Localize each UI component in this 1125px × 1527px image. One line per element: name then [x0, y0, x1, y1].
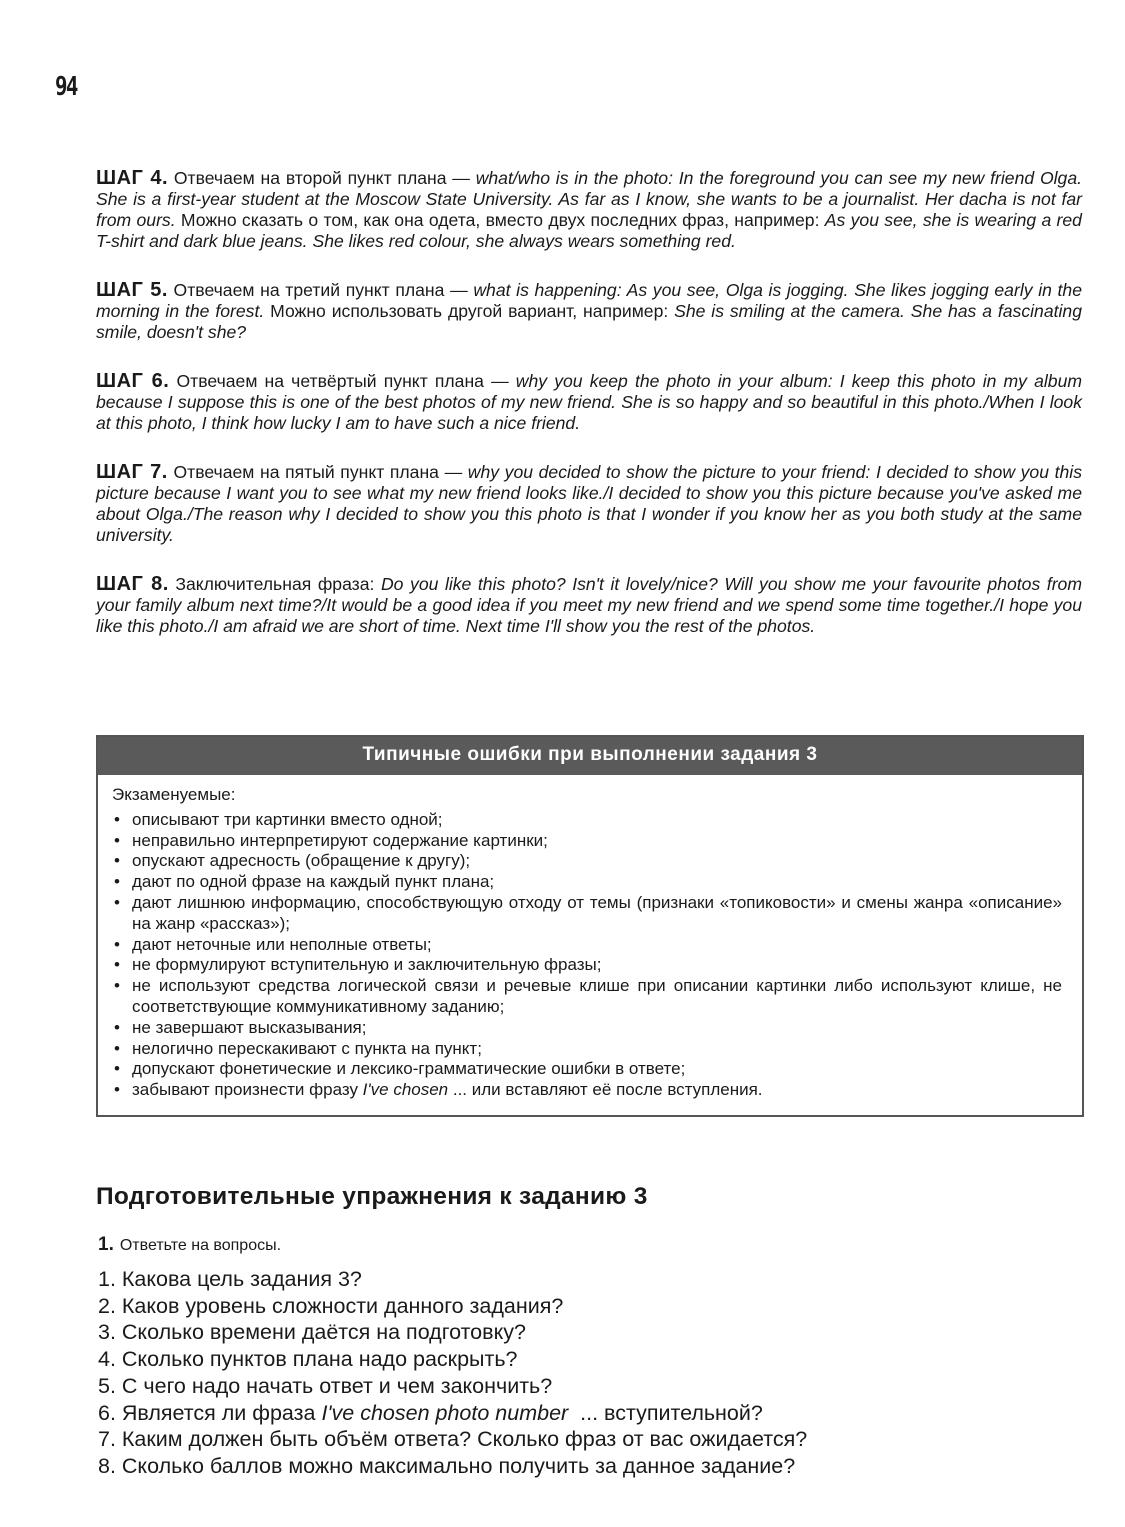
list-item: • дают лишнюю информацию, способствующую отходу от темы (признаки «топиковости» и смены жанра «описание» на жанр «рассказ»);: [114, 892, 1062, 933]
bullet-icon: •: [114, 1038, 120, 1058]
step-example: why you keep the photo in your album: I keep this photo in my album because I suppose this is one of the best photos of my new friend. She is so happy and so beautiful in this photo./When I look at this photo, I think how lucky I am to have such a nice friend.: [96, 370, 1083, 433]
question-item: 3. Сколько времени даётся на подготовку?: [98, 1320, 526, 1345]
typical-errors-intro: Экзаменуемые:: [112, 785, 236, 804]
step-label: ШАГ 4.: [96, 166, 169, 189]
task-instruction: [98, 1234, 281, 1256]
question-item: 1. Какова цель задания 3?: [98, 1267, 362, 1291]
section-title: Подготовительные упражнения к заданию 3: [96, 1183, 648, 1210]
bullet-icon: •: [114, 955, 120, 975]
question-item: 8. Сколько баллов можно максимально получить за данное задание?: [98, 1453, 796, 1478]
step-6: [96, 371, 1082, 434]
typical-errors-title: Типичные ошибки при выполнении задания 3: [98, 737, 1082, 775]
step-intro: Отвечаем на второй пункт плана —: [173, 167, 476, 188]
task-number: 1.: [98, 1234, 114, 1255]
step-4: [96, 168, 1082, 252]
step-label: ШАГ 5.: [96, 278, 168, 301]
bullet-icon: •: [114, 809, 120, 829]
list-item: • опускают адресность (обращение к другу);: [114, 851, 471, 871]
list-item: • описывают три картинки вместо одной;: [114, 809, 443, 829]
step-example: why you decided to show the picture to your friend: I decided to show you this picture because I want you to see what my new friend looks like./I decided to show you this picture because you've asked me about Olga./The reason why I decided to show you this photo is that I wonder if you know her as you both study at the same university.: [96, 461, 1082, 545]
bullet-icon: •: [114, 851, 120, 871]
step-intro: Отвечаем на пятый пункт плана —: [173, 461, 468, 482]
question-item: 4. Сколько пунктов плана надо раскрыть?: [98, 1347, 518, 1372]
bullet-icon: •: [114, 872, 120, 892]
question-item: 2. Каков уровень сложности данного задания?: [98, 1293, 564, 1318]
questions-list: [98, 1266, 807, 1480]
step-label: ШАГ 7.: [96, 460, 168, 483]
list-item: • не формулируют вступительную и заключительную фразы;: [114, 955, 602, 975]
list-item: • неправильно интерпретируют содержание картинки;: [114, 830, 548, 850]
bullet-icon: •: [114, 1059, 120, 1079]
step-intro: Заключительная фраза:: [175, 573, 381, 594]
list-item: • нелогично перескакивают с пункта на пункт;: [114, 1038, 482, 1058]
step-intro: Отвечаем на третий пункт плана —: [173, 279, 474, 300]
bullet-icon: •: [114, 1017, 120, 1037]
list-item: • дают неточные или неполные ответы;: [114, 934, 432, 954]
step-label: ШАГ 6.: [96, 369, 170, 392]
bullet-icon: •: [114, 1080, 120, 1100]
bullet-icon: •: [114, 976, 120, 996]
list-item: • дают по одной фразе на каждый пункт плана;: [114, 872, 495, 892]
task-text: Ответьте на вопросы.: [119, 1237, 282, 1254]
step-note: Можно использовать другой вариант, например:: [264, 300, 675, 321]
bullet-icon: •: [114, 830, 120, 850]
question-item: 5. С чего надо начать ответ и чем закончить?: [98, 1373, 553, 1398]
question-item: 7. Каким должен быть объём ответа? Сколько фраз от вас ожидается?: [98, 1427, 808, 1452]
step-example: Do you like this photo? Isn't it lovely/nice? Will you show me your favourite photos from your family album next time?/It would be a good idea if you meet my new friend and we spend some time together./I hope you like this photo./I am afraid we are short of time. Next time I'll show you the rest of the photos.: [96, 573, 1082, 636]
step-example-alt: As you see, she is wearing a red T-shirt and dark blue jeans. She likes red colour, she always wears something red.: [96, 209, 1082, 251]
step-example: what/who is in the photo: In the foreground you can see my new friend Olga. She is a first-year student at the Moscow State University. As far as I know, she wants to be a journalist. Her dacha is not far from ours.: [96, 167, 1083, 230]
typical-errors-body: [98, 775, 1082, 1115]
steps-section: [96, 150, 1082, 665]
typical-errors-box: [96, 735, 1084, 1117]
step-note: Можно сказать о том, как она одета, вместо двух последних фраз, например:: [175, 209, 825, 230]
list-item: • не используют средства логической связи и речевые клише при описании картинки либо используют клише, не соответствующие коммуникативному заданию;: [114, 976, 1062, 1016]
list-item: • забывают произнести фразу I've chosen ... или вставляют её после вступления.: [114, 1080, 763, 1100]
step-7: [96, 462, 1082, 546]
step-intro: Отвечаем на четвёртый пункт плана —: [176, 370, 516, 391]
page-number: 94: [55, 72, 77, 102]
step-5: [96, 280, 1082, 343]
question-item: 6. Является ли фраза I've chosen photo number ... вступительной?: [98, 1400, 763, 1425]
step-label: ШАГ 8.: [96, 572, 169, 595]
step-example-alt: She is smiling at the camera. She has a fascinating smile, doesn't she?: [96, 300, 1082, 342]
bullet-icon: •: [114, 892, 120, 912]
typical-errors-list: [112, 810, 1062, 1101]
list-item: • допускают фонетические и лексико-грамматические ошибки в ответе;: [114, 1059, 686, 1079]
step-8: [96, 574, 1082, 637]
bullet-icon: •: [114, 934, 120, 954]
step-example: what is happening: As you see, Olga is jogging. She likes jogging early in the morning in the forest.: [96, 279, 1082, 321]
list-item: • не завершают высказывания;: [114, 1017, 367, 1037]
